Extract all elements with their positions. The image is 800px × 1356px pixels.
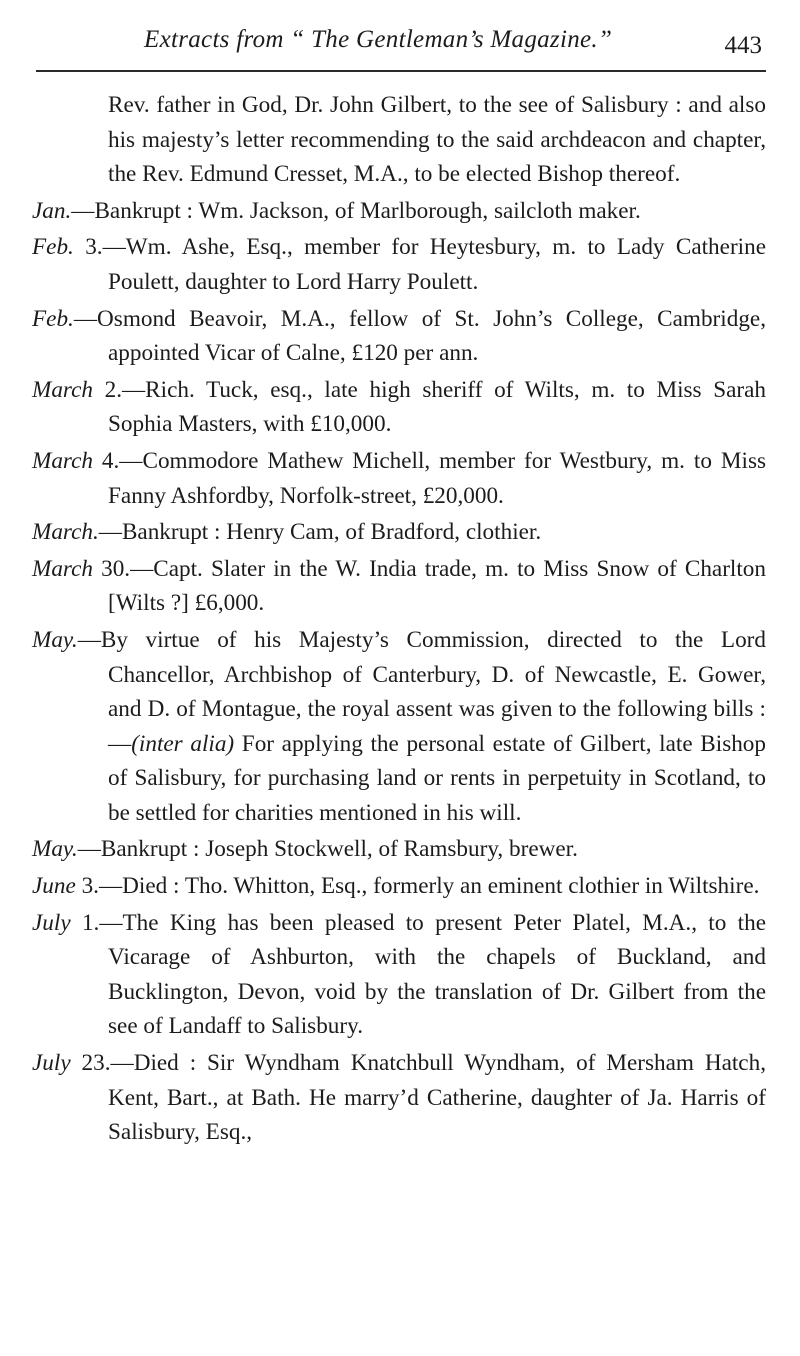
entry-text: 3.—Wm. Ashe, Esq., member for Heytesbury, m. to Lady Catherine Poulett, daughter to Lord Harry Poulett.: [73, 234, 766, 295]
entry-may-bankrupt: [32, 832, 766, 867]
entry-date: March.: [32, 519, 99, 546]
entry-text: 23.—Died : Sir Wyndham Knatchbull Wyndham, of Mersham Hatch, Kent, Bart., at Bath. He marry’d Catherine, daughter of Ja. Harris of Salisbury, Esq.,: [70, 1050, 766, 1146]
entry-march-2: [32, 373, 766, 442]
entry-date: March: [32, 555, 93, 582]
page-body: [32, 88, 766, 1150]
entry-date: Feb.: [32, 234, 74, 261]
entry-text: —Osmond Beavoir, M.A., fellow of St. John’s College, Cambridge, appointed Vicar of Calne, £120 per ann.: [73, 305, 766, 367]
page-header: [36, 18, 764, 68]
running-title: Extracts from “ The Gentleman’s Magazine.”: [144, 26, 613, 53]
entry-text: —Bankrupt : Wm. Jackson, of Marlborough, sailcloth maker.: [71, 197, 641, 224]
entry-feb-3: [32, 230, 766, 299]
entry-date: Feb.: [32, 305, 74, 332]
entry-text-continued: For applying the personal estate of Gilbert, late Bishop of Salisbury, for purchasing land or rents in perpetuity in Scotland, to be settled for charities mentioned in his will.: [108, 730, 766, 826]
entry-march-4: [32, 444, 766, 513]
entry-june-3: [32, 869, 766, 904]
entry-text: —Bankrupt : Henry Cam, of Bradford, clothier.: [98, 519, 542, 546]
entry-text: 3.—Died : Tho. Whitton, Esq., formerly an eminent clothier in Wiltshire.: [75, 873, 760, 900]
entry-date: June: [32, 873, 76, 900]
entry-march-30: [32, 552, 766, 621]
entry-text: —By virtue of his Majesty’s Commission, directed to the Lord Chancellor, Archbishop of Canterbury, D. of Newcastle, E. Gower, and D. of Montague, the royal assent was given to the following bills :—: [77, 626, 766, 757]
entry-feb: [32, 302, 766, 371]
entry-text: 1.—The King has been pleased to present Peter Platel, M.A., to the Vicarage of Ashburton, with the chapels of Buckland, and Bucklington, Devon, void by the translation of Dr. Gilbert from the see of Landaff to Salisbury.: [70, 909, 766, 1040]
entry-date: May.: [32, 626, 78, 653]
entry-text: —Bankrupt : Joseph Stockwell, of Ramsbury, brewer.: [77, 836, 578, 863]
entry-jan-bankrupt: [32, 194, 766, 229]
entry-continuation: [32, 88, 766, 192]
entry-text: 30.—Capt. Slater in the W. India trade, m. to Miss Snow of Charlton [Wilts ?] £6,000.: [92, 555, 766, 617]
entry-july-23: [32, 1046, 766, 1150]
page-number: 443: [724, 32, 762, 59]
entry-may-commission: [32, 623, 766, 831]
entry-date: Jan.: [32, 197, 72, 224]
entry-text: 4.—Commodore Mathew Michell, member for Westbury, m. to Miss Fanny Ashfordby, Norfolk-street, £20,000.: [92, 447, 766, 509]
entry-march-bankrupt: [32, 515, 766, 550]
entry-date: May.: [32, 836, 78, 863]
header-rule: [36, 70, 766, 72]
entry-text: 2.—Rich. Tuck, esq., late high sheriff of Wilts, m. to Miss Sarah Sophia Masters, with £10,000.: [92, 376, 766, 438]
entry-date: July: [32, 1050, 71, 1077]
entry-date: March: [32, 376, 93, 403]
entry-italic-phrase: (inter alia): [131, 730, 235, 757]
entry-text: Rev. father in God, Dr. John Gilbert, to the see of Salisbury : and also his majesty’s letter recommending to the said archdeacon and chapter, the Rev. Edmund Cresset, M.A., to be elected Bishop thereof.: [108, 92, 766, 188]
entry-july-1: [32, 906, 766, 1044]
entry-date: July: [32, 909, 71, 936]
entry-date: March: [32, 447, 93, 474]
